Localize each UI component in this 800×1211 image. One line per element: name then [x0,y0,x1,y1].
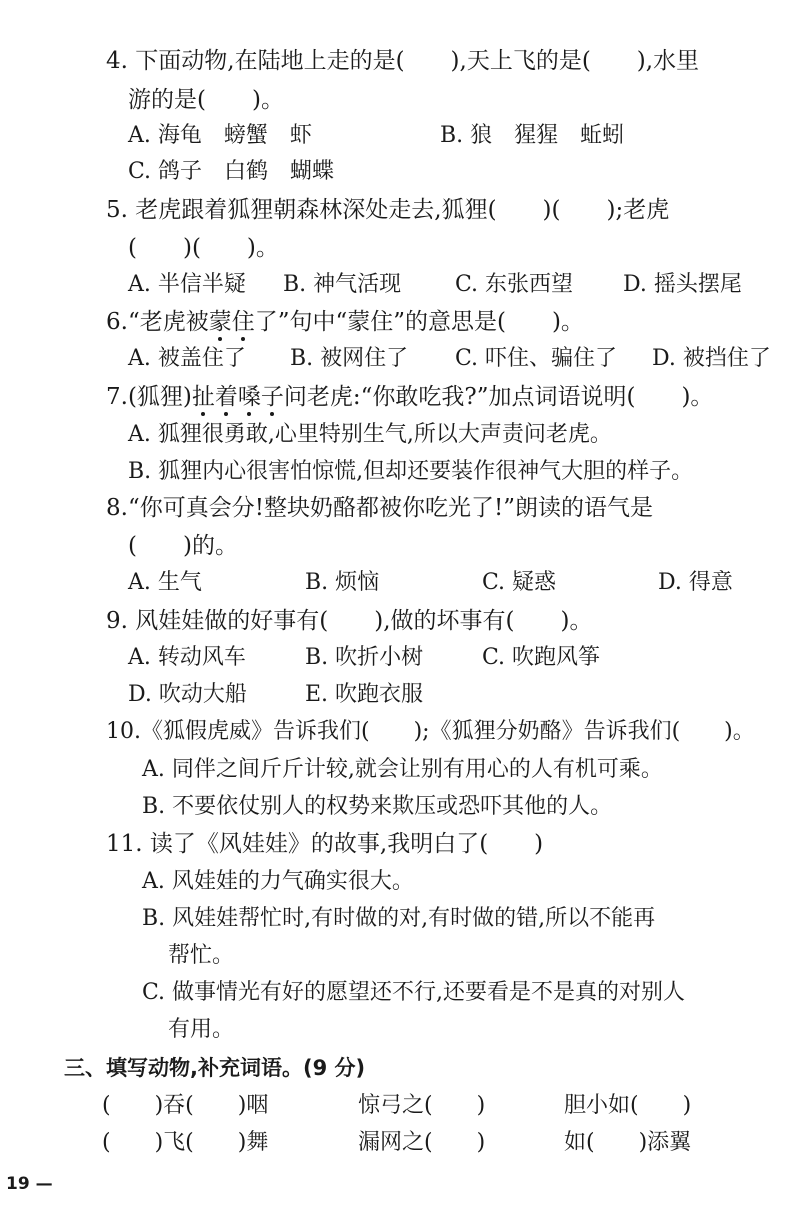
q6-option-c: C. 吓住、骗住了 [455,346,618,371]
q9-option-a: A. 转动风车 [128,645,246,670]
q9-option-e: E. 吹跑衣服 [305,682,424,707]
q8-stem-line2: ( )的。 [128,533,238,559]
q7-emphasis-char: 子 [260,384,284,410]
q5-option-d: D. 摇头摆尾 [623,272,742,297]
q7-stem [106,382,713,412]
q6-emphasis-char: 住 [231,309,255,335]
q4-option-a: A. 海龟 螃蟹 虾 [128,123,312,148]
q8-option-d: D. 得意 [658,570,733,595]
q9-option-b: B. 吹折小树 [305,645,424,670]
q9-option-c: C. 吹跑风筝 [482,645,601,670]
q9-option-d: D. 吹动大船 [128,682,247,707]
q7-stem-post: 问老虎:“你敢吃我?”加点词语说明( )。 [283,384,714,410]
q8-option-b: B. 烦恼 [305,570,380,595]
q5-option-b: B. 神气活现 [283,272,402,297]
q6-option-b: B. 被网住了 [290,346,409,371]
idiom-blank: ( )飞( )舞 [102,1130,269,1155]
q11-option-c-line2: 有用。 [168,1017,235,1042]
q9-stem: 9. 风娃娃做的好事有( ),做的坏事有( )。 [106,608,593,634]
q4-option-c: C. 鸽子 白鹤 蝴蝶 [128,159,335,184]
q11-stem: 11. 读了《风娃娃》的故事,我明白了( ) [106,831,544,857]
q6-stem-post: 了”句中“蒙住”的意思是( )。 [254,309,584,335]
q7-emphasis-char: 嗓 [237,384,261,410]
q6-stem-pre: 6.“老虎被 [106,309,209,335]
q10-option-b: B. 不要依仗别人的权势来欺压或恐吓其他的人。 [142,794,613,819]
page-number: 19 — [6,1174,53,1194]
section-3-title: 三、填写动物,补充词语。(9 分) [64,1056,366,1080]
q8-option-c: C. 疑惑 [482,570,557,595]
q4-stem-line1: 4. 下面动物,在陆地上走的是( ),天上飞的是( ),水里 [106,48,700,74]
q5-stem-line2: ( )( )。 [128,235,279,261]
q8-stem-line1: 8.“你可真会分!整块奶酪都被你吃光了!”朗读的语气是 [106,495,653,521]
q7-emphasis-char: 着 [214,384,238,410]
q5-option-c: C. 东张西望 [455,272,574,297]
idiom-blank: 漏网之( ) [358,1130,486,1155]
q7-option-a: A. 狐狸很勇敢,心里特别生气,所以大声责问老虎。 [128,422,612,447]
idiom-blank: 如( )添翼 [564,1130,692,1155]
q5-stem-line1: 5. 老虎跟着狐狸朝森林深处走去,狐狸( )( );老虎 [106,197,670,223]
q10-stem: 10.《狐假虎威》告诉我们( );《狐狸分奶酪》告诉我们( )。 [106,719,755,744]
idiom-blank: 惊弓之( ) [358,1093,486,1118]
q10-option-a: A. 同伴之间斤斤计较,就会让别有用心的人有机可乘。 [142,757,663,782]
q11-option-a: A. 风娃娃的力气确实很大。 [142,869,414,894]
idiom-blank: 胆小如( ) [564,1093,692,1118]
q7-option-b: B. 狐狸内心很害怕惊慌,但却还要装作很神气大胆的样子。 [128,459,694,484]
q4-stem-line2: 游的是( )。 [128,87,284,113]
q7-emphasis-char: 扯 [191,384,215,410]
q8-option-a: A. 生气 [128,570,202,595]
q11-option-c-line1: C. 做事情光有好的愿望还不行,还要看是不是真的对别人 [142,980,686,1005]
q6-stem [106,307,584,337]
q11-option-b-line1: B. 风娃娃帮忙时,有时做的对,有时做的错,所以不能再 [142,906,656,931]
q5-option-a: A. 半信半疑 [128,272,246,297]
q7-stem-pre: 7.(狐狸) [106,384,192,410]
q4-option-b: B. 狼 猩猩 蚯蚓 [440,123,625,148]
idiom-blank: ( )吞( )咽 [102,1093,269,1118]
q11-option-b-line2: 帮忙。 [168,943,235,968]
q6-option-d: D. 被挡住了 [652,346,771,371]
q6-emphasis-char: 蒙 [208,309,232,335]
q6-option-a: A. 被盖住了 [128,346,246,371]
